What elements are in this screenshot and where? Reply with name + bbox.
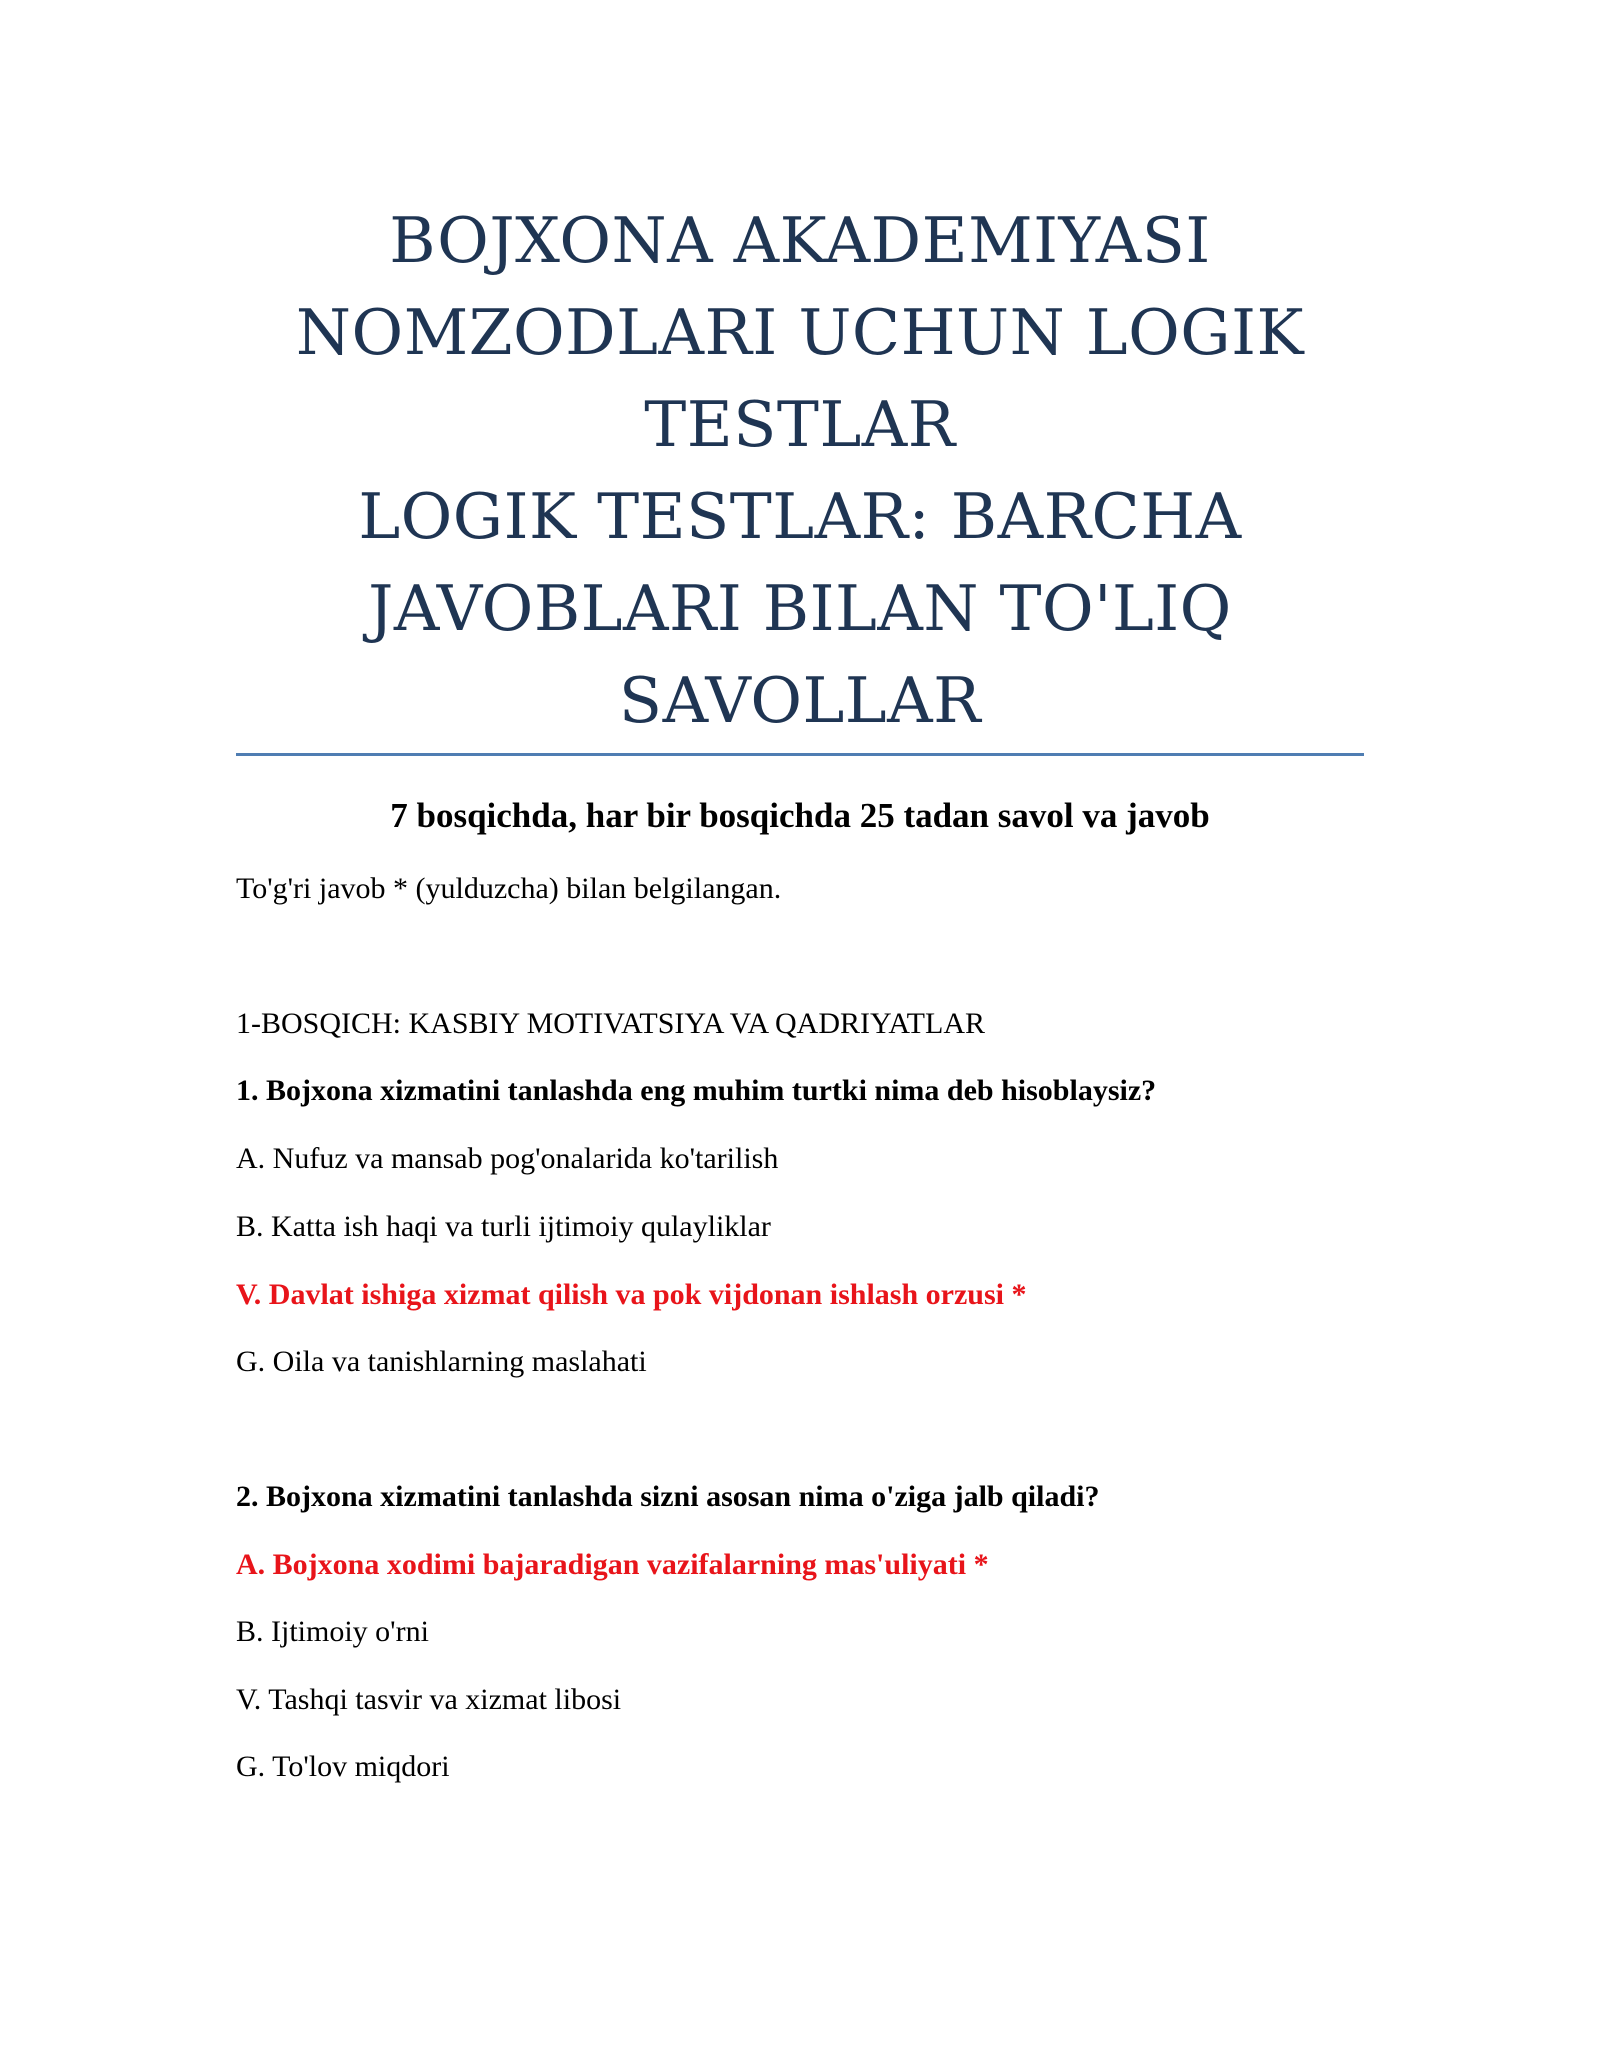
answer-key-note: To'g'ri javob * (yulduzcha) bilan belgilangan. xyxy=(236,872,782,905)
title-line: JAVOBLARI BILAN TO'LIQ xyxy=(368,572,1232,645)
title-divider xyxy=(236,753,1364,756)
question-2-option-b: B. Ijtimoiy o'rni xyxy=(236,1615,429,1648)
question-1: 1. Bojxona xizmatini tanlashda eng muhim turtki nima deb hisoblaysiz? xyxy=(236,1074,1157,1107)
title-line: LOGIK TESTLAR: BARCHA xyxy=(358,480,1242,553)
question-1-option-g: G. Oila va tanishlarning maslahati xyxy=(236,1345,647,1378)
question-2-option-v: V. Tashqi tasvir va xizmat libosi xyxy=(236,1683,622,1716)
question-2: 2. Bojxona xizmatini tanlashda sizni asosan nima o'ziga jalb qiladi? xyxy=(236,1480,1100,1513)
title-line: TESTLAR xyxy=(644,388,956,461)
question-1-option-b: B. Katta ish haqi va turli ijtimoiy qulayliklar xyxy=(236,1210,771,1243)
title-line: NOMZODLARI UCHUN LOGIK xyxy=(295,296,1305,369)
question-1-option-a: A. Nufuz va mansab pog'onalarida ko'tarilish xyxy=(236,1142,779,1175)
title-line: SAVOLLAR xyxy=(618,664,982,737)
question-2-option-a-correct: A. Bojxona xodimi bajaradigan vazifalarning mas'uliyati * xyxy=(236,1548,989,1581)
title-line: BOJXONA AKADEMIYASI xyxy=(389,204,1211,277)
document-title xyxy=(236,195,1364,747)
document-subtitle: 7 bosqichda, har bir bosqichda 25 tadan savol va javob xyxy=(390,796,1210,835)
section-heading: 1-BOSQICH: KASBIY MOTIVATSIYA VA QADRIYATLAR xyxy=(236,1007,985,1040)
question-2-option-g: G. To'lov miqdori xyxy=(236,1750,450,1783)
question-1-option-v-correct: V. Davlat ishiga xizmat qilish va pok vijdonan ishlash orzusi * xyxy=(236,1278,1027,1311)
